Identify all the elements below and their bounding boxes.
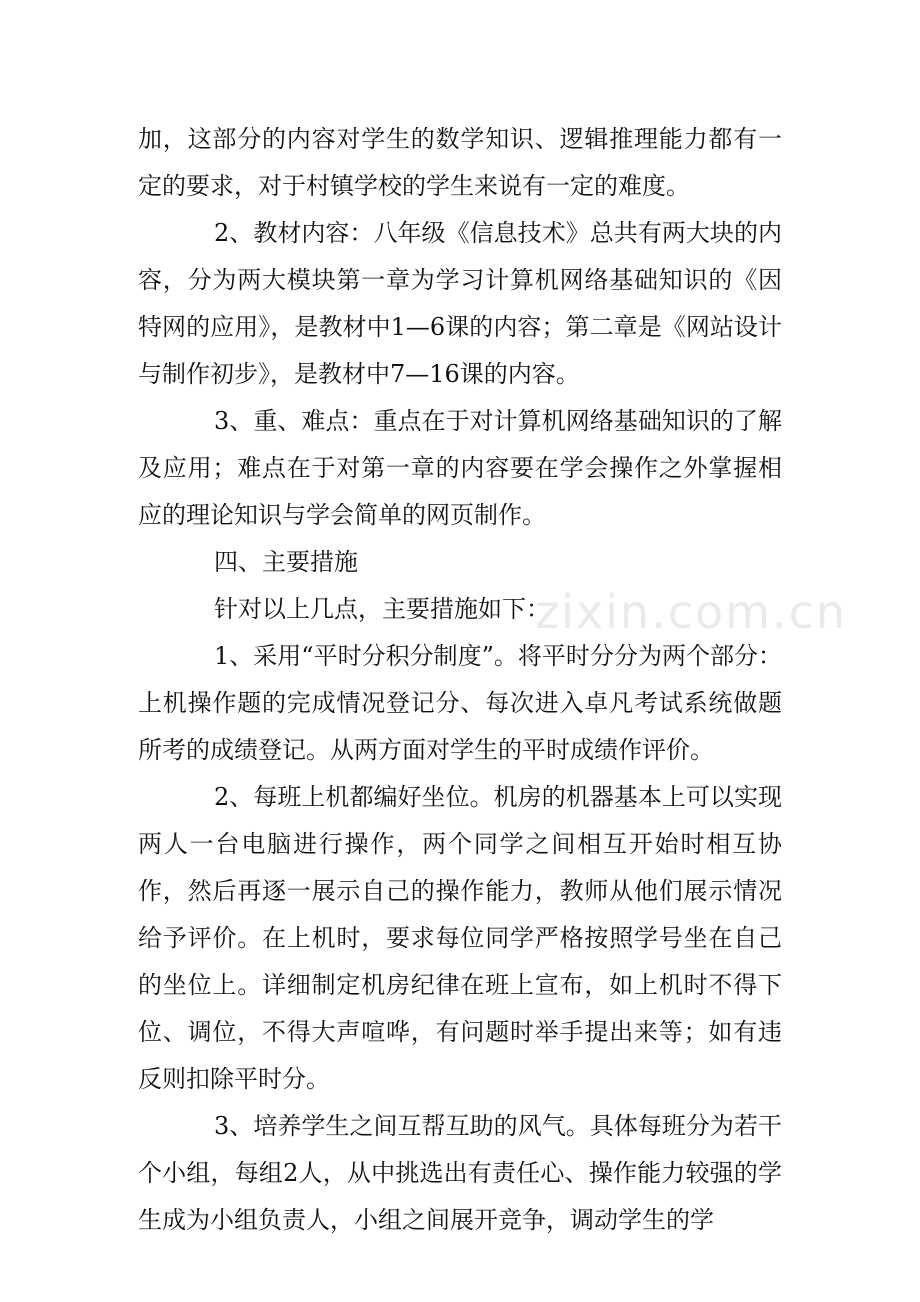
watermark: zixin.com.cn xyxy=(535,585,848,639)
paragraph-measure-1: 1、采用“平时分积分制度”。将平时分分为两个部分：上机操作题的完成情况登记分、每次进入卓凡考试系统做题所考的成绩登记。从两方面对学生的平时成绩作评价。 xyxy=(138,642,782,764)
paragraph-key-points: 3、重、难点：重点在于对计算机网络基础知识的了解及应用；难点在于对第一章的内容要在学会操作之外掌握相应的理论知识与学会简单的网页制作。 xyxy=(138,407,782,529)
paragraph-continuation: 加，这部分的内容对学生的数学知识、逻辑推理能力都有一定的要求，对于村镇学校的学生来说有一定的难度。 xyxy=(138,125,782,200)
section-heading-main-measures: 四、主要措施 xyxy=(214,548,358,576)
paragraph-textbook-content: 2、教材内容：八年级《信息技术》总共有两大块的内容，分为两大模块第一章为学习计算机网络基础知识的《因特网的应用》，是教材中1—6课的内容；第二章是《网站设计与制作初步》，是教材中7—16课的内容。 xyxy=(138,219,782,388)
paragraph-measure-2: 2、每班上机都编好坐位。机房的机器基本上可以实现两人一台电脑进行操作，两个同学之间相互开始时相互协作，然后再逐一展示自己的操作能力，教师从他们展示情况给予评价。在上机时，要求每位同学严格按照学号坐在自己的坐位上。详细制定机房纪律在班上宣布，如上机时不得下位、调位，不得大声喧哗，有问题时举手提出来等；如有违反则扣除平时分。 xyxy=(138,783,782,1093)
paragraph-measure-3: 3、培养学生之间互帮互助的风气。具体每班分为若干个小组，每组2人，从中挑选出有责任心、操作能力较强的学生成为小组负责人，小组之间展开竞争，调动学生的学 xyxy=(138,1112,782,1234)
body-text xyxy=(138,116,782,1244)
paragraph-measures-intro: 针对以上几点，主要措施如下： xyxy=(214,595,550,623)
